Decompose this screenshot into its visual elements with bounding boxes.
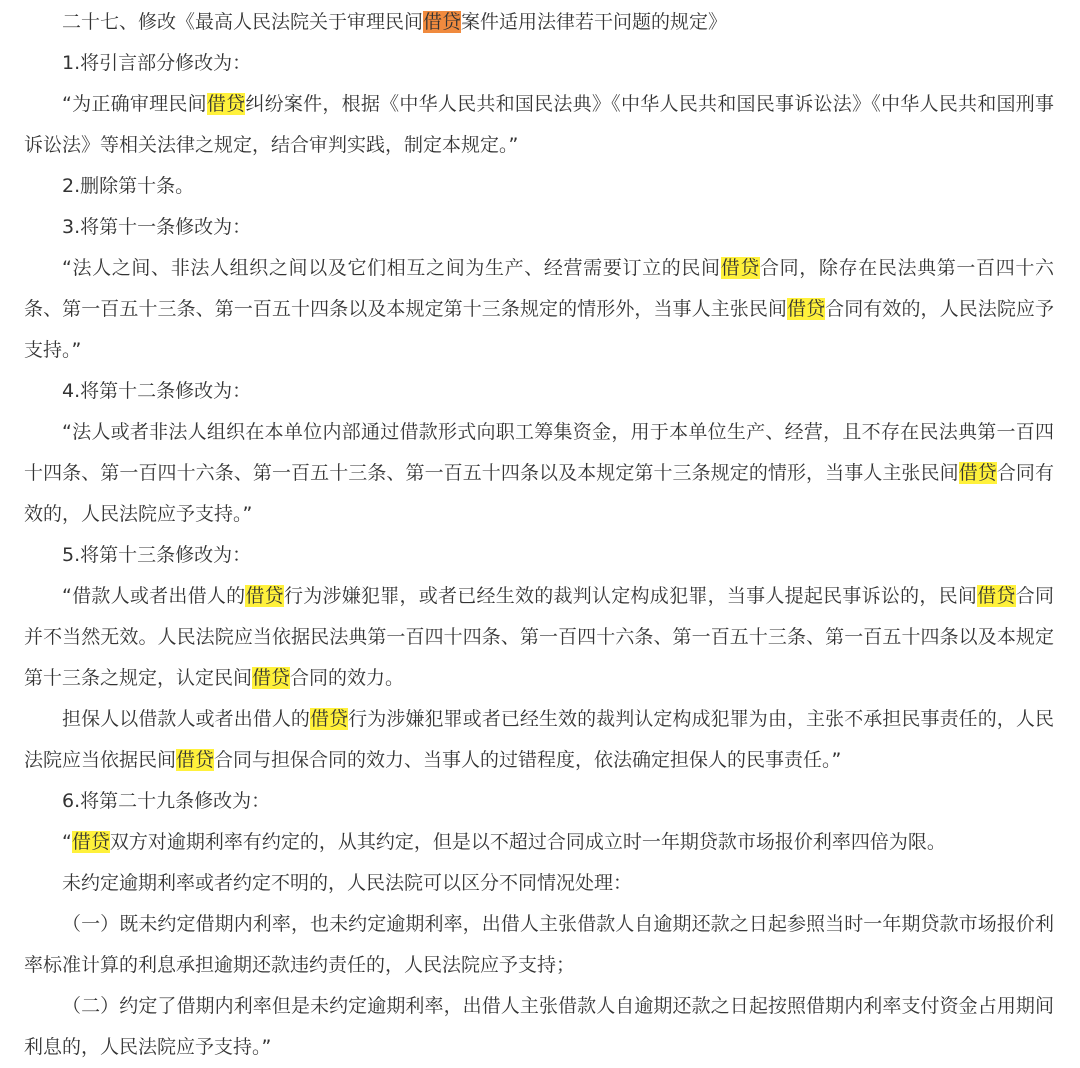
text-segment: 合同与担保合同的效力、当事人的过错程度，依法确定担保人的民事责任。”: [214, 749, 842, 771]
text-segment: 未约定逾期利率或者约定不明的，人民法院可以区分不同情况处理：: [62, 872, 633, 894]
paragraph-9: [24, 576, 1054, 699]
text-segment: 纠纷案件，根据《中华人民共和国民法典》《中华人民共和国民事诉讼法》《中华人民共和国刑事诉讼法》等相关法律之规定，结合审判实践，制定本规定。”: [24, 93, 1054, 156]
text-segment: 行为涉嫌犯罪或者已经生效的裁判认定构成犯罪为由，主张不承担民事责任的，人民法院应当依据民间: [24, 708, 1054, 771]
text-segment: 行为涉嫌犯罪，或者已经生效的裁判认定构成犯罪，当事人提起民事诉讼的，民间: [283, 585, 978, 607]
paragraph-11: [24, 781, 1054, 822]
highlighted-term: 借贷: [787, 298, 826, 320]
text-segment: 合同有效的，人民法院应予支持。”: [24, 298, 1054, 361]
text-segment: 4.将第十二条修改为：: [62, 380, 252, 402]
highlighted-term: 借贷: [206, 93, 246, 115]
text-segment: 案件适用法律若干问题的规定》: [461, 11, 728, 33]
highlighted-term: 借贷: [720, 257, 760, 279]
text-segment: “: [62, 831, 72, 853]
paragraph-5: [24, 248, 1054, 371]
highlighted-term-current: 借贷: [423, 11, 462, 33]
text-segment: “为正确审理民间: [62, 93, 207, 115]
text-segment: 合同并不当然无效。人民法院应当依据民法典第一百四十四条、第一百四十六条、第一百五十三条、第一百五十四条以及本规定第十三条之规定，认定民间: [24, 585, 1054, 689]
text-segment: （一）既未约定借期内利率，也未约定逾期利率，出借人主张借款人自逾期还款之日起参照当时一年期贷款市场报价利率标准计算的利息承担逾期还款违约责任的，人民法院应予支持；: [24, 913, 1054, 976]
highlighted-term: 借贷: [71, 831, 110, 853]
paragraph-2: [24, 84, 1054, 166]
text-segment: “法人之间、非法人组织之间以及它们相互之间为生产、经营需要订立的民间: [62, 257, 721, 279]
text-segment: “借款人或者出借人的: [62, 585, 246, 607]
text-segment: 合同有效的，人民法院应予支持。”: [24, 462, 1054, 525]
text-segment: 合同的效力。: [290, 667, 405, 689]
text-segment: 二十七、修改《最高人民法院关于审理民间: [62, 11, 424, 33]
paragraph-8: [24, 535, 1054, 576]
highlighted-term: 借贷: [958, 462, 997, 484]
text-segment: 2.删除第十条。: [62, 175, 195, 197]
paragraph-1: [24, 43, 1054, 84]
paragraph-6: [24, 371, 1054, 412]
paragraph-10: [24, 699, 1054, 781]
paragraph-13: [24, 863, 1054, 904]
highlighted-term: 借贷: [245, 585, 284, 607]
paragraph-7: [24, 412, 1054, 535]
highlighted-term: 借贷: [252, 667, 291, 689]
text-segment: “法人或者非法人组织在本单位内部通过借款形式向职工筹集资金，用于本单位生产、经营，且不存在民法典第一百四十四条、第一百四十六条、第一百五十三条、第一百五十四条以及本规定第十三条规定的情形，当事人主张民间: [24, 421, 1054, 484]
highlighted-term: 借贷: [176, 749, 215, 771]
text-segment: 3.将第十一条修改为：: [62, 216, 252, 238]
text-segment: （二）约定了借期内利率但是未约定逾期利率，出借人主张借款人自逾期还款之日起按照借期内利率支付资金占用期间利息的，人民法院应予支持。”: [24, 995, 1054, 1058]
paragraph-12: [24, 822, 1054, 863]
highlighted-term: 借贷: [977, 585, 1016, 607]
text-segment: 双方对逾期利率有约定的，从其约定，但是以不超过合同成立时一年期贷款市场报价利率四倍为限。: [109, 831, 946, 853]
paragraph-0: [24, 2, 1054, 43]
text-segment: 1.将引言部分修改为：: [62, 52, 252, 74]
paragraph-14: [24, 904, 1054, 986]
text-segment: 合同，除存在民法典第一百四十六条、第一百五十三条、第一百五十四条以及本规定第十三条规定的情形外，当事人主张民间: [24, 257, 1054, 320]
text-segment: 6.将第二十九条修改为：: [62, 790, 271, 812]
paragraph-15: [24, 986, 1054, 1068]
text-segment: 5.将第十三条修改为：: [62, 544, 252, 566]
paragraph-4: [24, 207, 1054, 248]
text-segment: 担保人以借款人或者出借人的: [62, 708, 311, 730]
paragraph-3: [24, 166, 1054, 207]
highlighted-term: 借贷: [310, 708, 349, 730]
